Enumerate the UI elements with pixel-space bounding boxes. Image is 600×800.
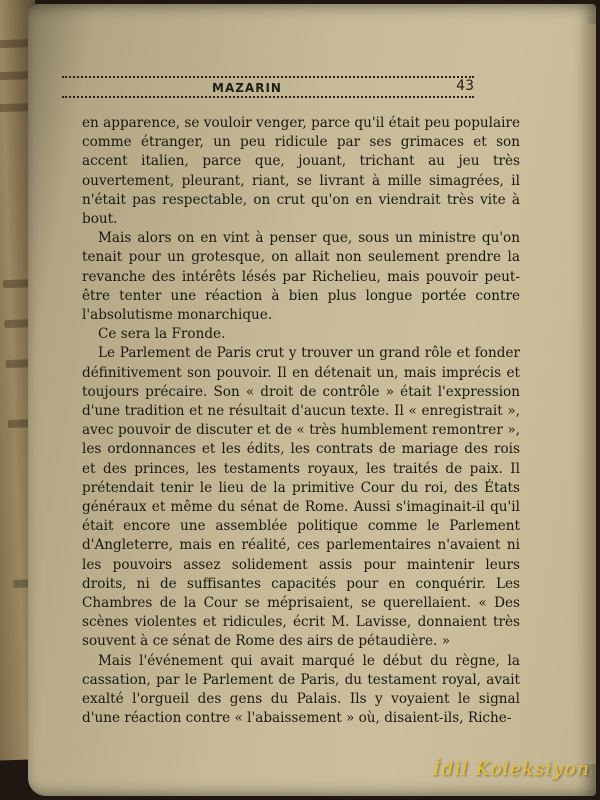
- paragraph: Mais l'événement qui avait marqué le début du règne, la cassation, par le Parlement de Paris, du testament royal, avait exalté l'orgueil des gens du Palais. Ils y voyaient le signal d'une réaction contre « l'abaissement » où, disaient-ils, Riche-: [82, 652, 520, 727]
- paragraph-fronde: Ce sera la Fronde.: [98, 326, 226, 343]
- paragraph: Mais alors on en vint à penser que, sous un ministre qu'on tenait pour un grotesque, on allait non seulement prendre la revanche des intérêts lésés par Richelieu, mais pouvoir peut-être tenter une réaction à bien plus longue portée contre l'absolutisme monarchique.: [82, 230, 520, 324]
- paragraph: Le Parlement de Paris crut y trouver un grand rôle et fonder définitivement son pouvoir. Il en détenait un, mais imprécis et toujours précaire. Son « droit de contrôle » était l'expression d'une tradition et ne résultait d'aucun texte. Il « enregistrait », avec pouvoir de discuter et de « très humblement remontrer », les ordonnances et les édits, les contrats de mariage des rois et des princes, les testaments royaux, les traités de paix. Il prétendait tenir le lieu de la primitive Cour du roi, des États généraux et même du sénat de Rome. Aussi s'imaginait-il qu'il était encore une assemblée politique comme le Parlement d'Angleterre, mais en réalité, ces parlementaires n'avaient ni les pouvoirs assez solidement assis pour maintenir leurs droits, ni de suffisantes capacités pour en conquérir. Les Chambres de la Cour se méprisaient, se querellaient. « Des scènes violentes et ridicules, écrit M. Lavisse, donnaient très souvent à ce sénat de Rome des airs de pétaudière. »: [82, 345, 520, 650]
- running-head-title: MAZARIN: [212, 81, 282, 95]
- dotted-rule-bottom: [62, 96, 474, 98]
- dotted-rule-top: [62, 76, 474, 78]
- watermark: İdil Koleksiyon: [432, 758, 590, 780]
- page-edge: [582, 24, 596, 764]
- paragraph-continuation: en apparence, se vouloir venger, parce qu'il était peu populaire comme étranger, un peu ridicule par ses grimaces et son accent italien, parce que, jouant, trichant au jeu très ouvertement, pleurant, riant, se livrant à mille simagrées, il n'était pas respectable, on crut qu'on en viendrait très vite à bout.: [82, 115, 520, 228]
- running-head: [62, 76, 474, 102]
- body-text: [82, 114, 520, 729]
- page-number: 43: [456, 78, 474, 94]
